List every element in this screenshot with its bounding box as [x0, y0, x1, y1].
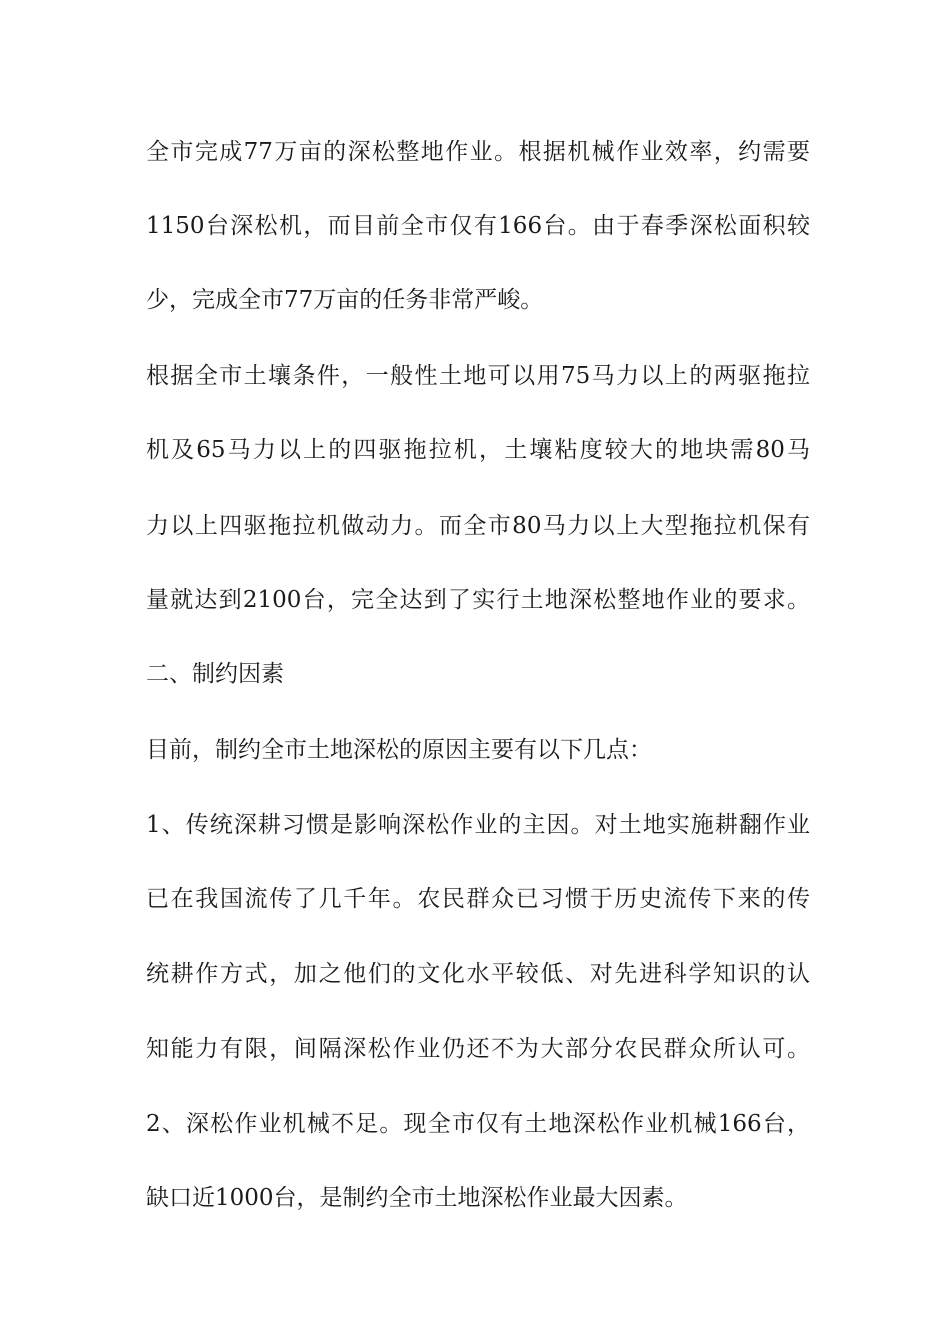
text-line: 全市完成77万亩的深松整地作业。根据机械作业效率，约需要: [146, 139, 810, 165]
text-line: 统耕作方式，加之他们的文化水平较低、对先进科学知识的认: [146, 961, 810, 987]
text-line: 知能力有限，间隔深松作业仍还不为大部分农民群众所认可。: [146, 1036, 810, 1062]
text-line: 1150台深松机，而目前全市仅有166台。由于春季深松面积较: [146, 213, 810, 239]
text-line: 少，完成全市77万亩的任务非常严峻。: [146, 287, 544, 313]
text-line: 根据全市土壤条件，一般性土地可以用75马力以上的两驱拖拉: [146, 363, 810, 389]
text-line: 1、传统深耕习惯是影响深松作业的主因。对土地实施耕翻作业: [146, 812, 810, 838]
text-line: 已在我国流传了几千年。农民群众已习惯于历史流传下来的传: [146, 886, 810, 912]
section-heading: 二、制约因素: [146, 661, 284, 687]
text-line: 量就达到2100台，完全达到了实行土地深松整地作业的要求。: [146, 587, 810, 613]
text-line: 缺口近1000台，是制约全市土地深松作业最大因素。: [146, 1185, 688, 1211]
text-line: 2、深松作业机械不足。现全市仅有土地深松作业机械166台，: [146, 1111, 810, 1137]
text-line: 力以上四驱拖拉机做动力。而全市80马力以上大型拖拉机保有: [146, 513, 810, 539]
text-line: 目前，制约全市土地深松的原因主要有以下几点：: [146, 737, 652, 763]
text-line: 机及65马力以上的四驱拖拉机，土壤粘度较大的地块需80马: [146, 437, 810, 463]
